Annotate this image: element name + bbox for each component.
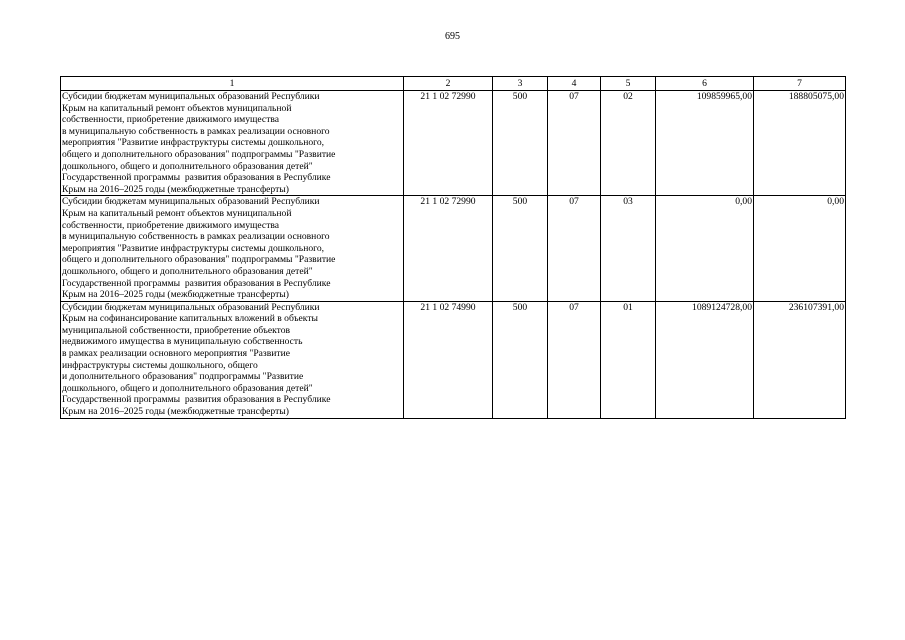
page-number: 695 (445, 31, 460, 42)
row-expense-type: 500 (493, 301, 548, 418)
row-target-code: 21 1 02 72990 (404, 196, 493, 301)
row-section: 07 (548, 301, 601, 418)
row-subsection: 03 (601, 196, 656, 301)
row-amount-col6: 109859965,00 (656, 91, 754, 196)
row-amount-col7: 0,00 (754, 196, 846, 301)
table-row (61, 91, 846, 196)
table-row (61, 196, 846, 301)
table-header-row (61, 77, 846, 91)
row-target-code: 21 1 02 72990 (404, 91, 493, 196)
column-header: 2 (404, 77, 493, 91)
row-section: 07 (548, 196, 601, 301)
row-expense-type: 500 (493, 91, 548, 196)
row-subsection: 01 (601, 301, 656, 418)
row-description: Субсидии бюджетам муниципальных образований Республики Крым на софинансирование капитальных вложений в объекты муниципальной собственности, приобретение объектов недвижимого имущества в муниципальную собственность в рамках реализации основного мероприятия "Развитие инфраструктуры системы дошкольного, общего и дополнительного образования" подпрограммы "Развитие дошкольного, общего и дополнительного образования детей" Государственной программы развития образования в Республике Крым на 2016–2025 годы (межбюджетные трансферты) (61, 301, 404, 418)
column-header: 4 (548, 77, 601, 91)
row-expense-type: 500 (493, 196, 548, 301)
row-amount-col7: 188805075,00 (754, 91, 846, 196)
row-description: Субсидии бюджетам муниципальных образований Республики Крым на капитальный ремонт объектов муниципальной собственности, приобретение движимого имущества в муниципальную собственность в рамках реализации основного мероприятия "Развитие инфраструктуры системы дошкольного, общего и дополнительного образования" подпрограммы "Развитие дошкольного, общего и дополнительного образования детей" Государственной программы развития образования в Республике Крым на 2016–2025 годы (межбюджетные трансферты) (61, 91, 404, 196)
row-amount-col6: 0,00 (656, 196, 754, 301)
budget-table (60, 76, 846, 419)
row-description: Субсидии бюджетам муниципальных образований Республики Крым на капитальный ремонт объектов муниципальной собственности, приобретение движимого имущества в муниципальную собственность в рамках реализации основного мероприятия "Развитие инфраструктуры системы дошкольного, общего и дополнительного образования" подпрограммы "Развитие дошкольного, общего и дополнительного образования детей" Государственной программы развития образования в Республике Крым на 2016–2025 годы (межбюджетные трансферты) (61, 196, 404, 301)
column-header: 7 (754, 77, 846, 91)
row-subsection: 02 (601, 91, 656, 196)
table-row (61, 301, 846, 418)
column-header: 5 (601, 77, 656, 91)
column-header: 6 (656, 77, 754, 91)
row-target-code: 21 1 02 74990 (404, 301, 493, 418)
row-amount-col7: 236107391,00 (754, 301, 846, 418)
column-header: 1 (61, 77, 404, 91)
column-header: 3 (493, 77, 548, 91)
row-section: 07 (548, 91, 601, 196)
row-amount-col6: 1089124728,00 (656, 301, 754, 418)
